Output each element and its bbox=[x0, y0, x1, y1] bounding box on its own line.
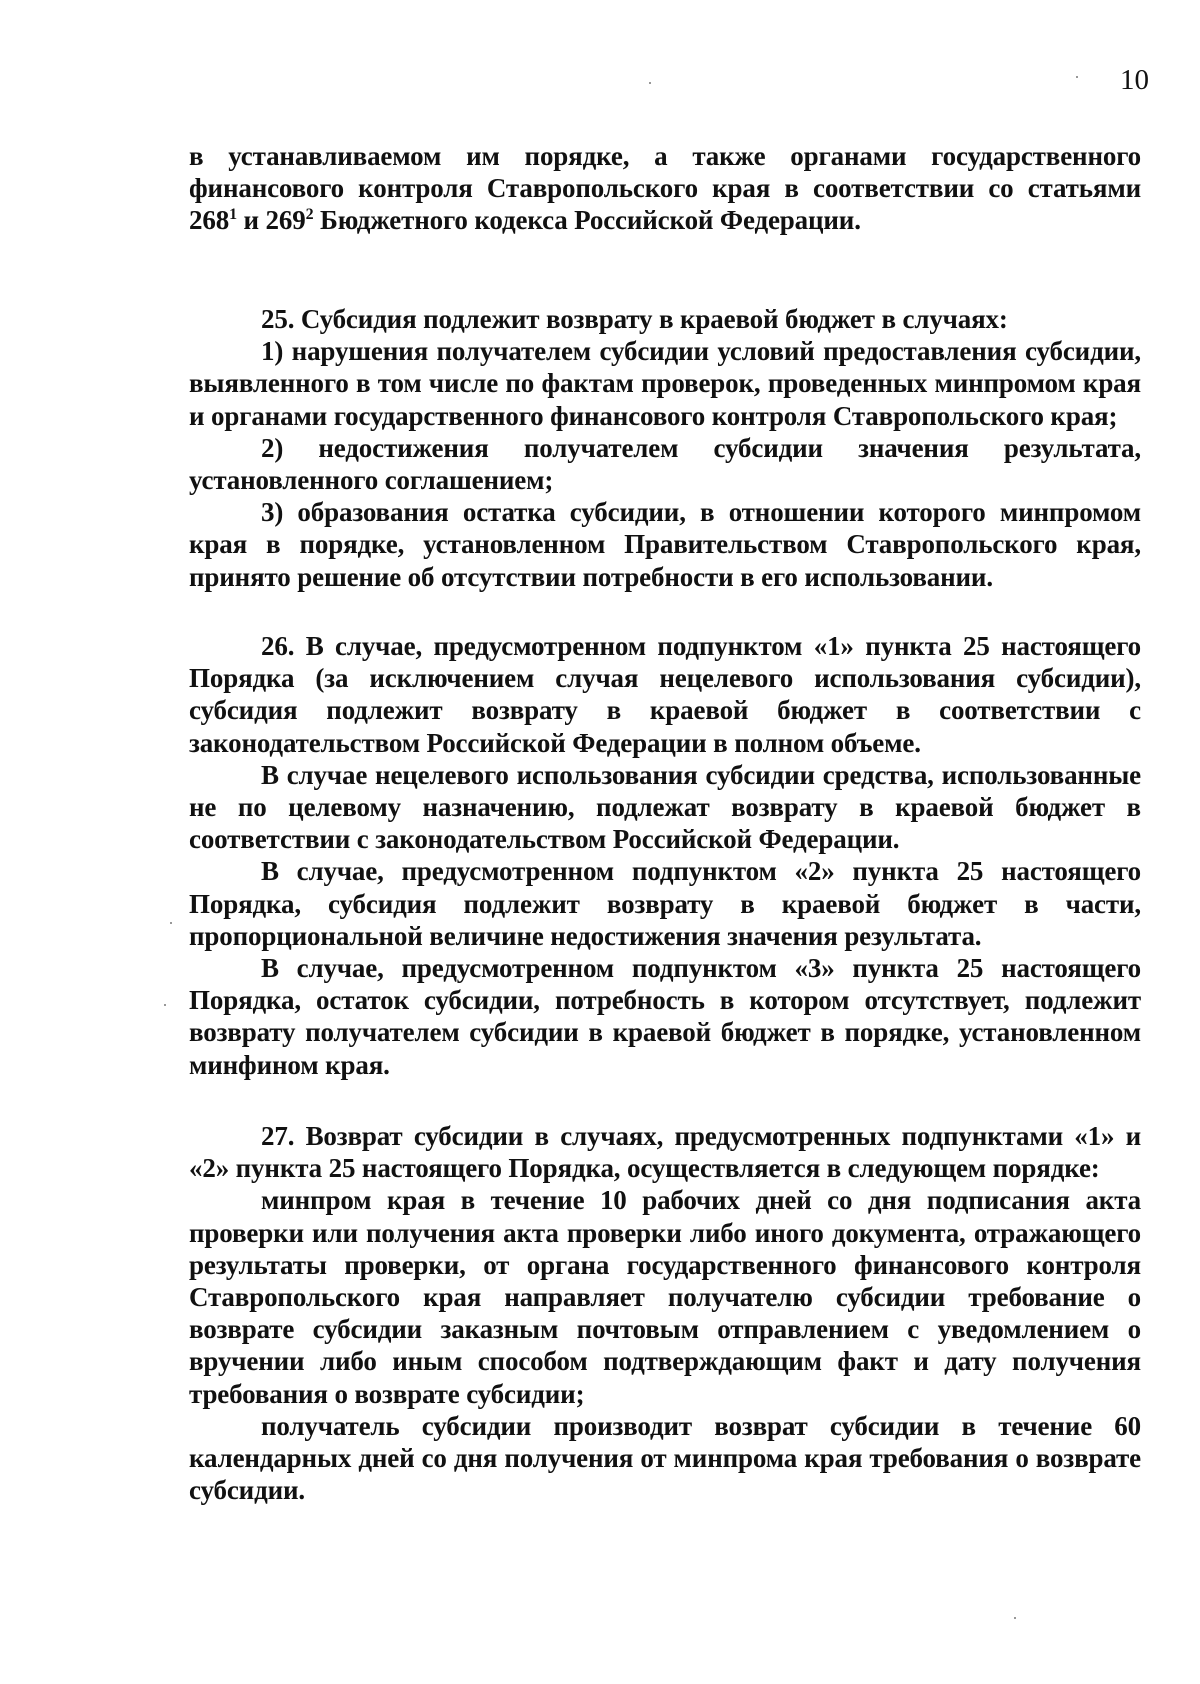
intro-block bbox=[189, 140, 1141, 237]
scan-speck bbox=[649, 82, 651, 84]
page-number: 10 bbox=[1120, 64, 1149, 96]
intro-text-part1: в устанавливаемом им порядке, а также органами государственного финансового контроля Ставропольского края в соответствии со статьями 268 bbox=[189, 141, 1141, 236]
section-25-heading: 25. Субсидия подлежит возврату в краевой бюджет в случаях: bbox=[261, 304, 1008, 334]
intro-paragraph bbox=[189, 140, 1141, 237]
section-26 bbox=[189, 630, 1141, 1081]
superscript-1: 1 bbox=[229, 206, 237, 224]
scan-speck bbox=[1076, 76, 1078, 78]
section-27-paragraph-2: минпром края в течение 10 рабочих дней со дня подписания акта проверки или получения акта проверки либо иного документа, отражающего результаты проверки, от органа государственного финансового контроля Ставропольского края направляет получателю субсидии требование о возврате субсидии заказным почтовым отправлением с уведомлением о вручении либо иным способом подтверждающим факт и дату получения требования о возврате субсидии; bbox=[189, 1185, 1141, 1409]
section-26-paragraph-1: 26. В случае, предусмотренном подпунктом «1» пункта 25 настоящего Порядка (за исключением случая нецелевого использования субсидии), субсидия подлежит возврату в краевой бюджет в соответствии с законодательством Российской Федерации в полном объеме. bbox=[189, 631, 1141, 758]
section-27 bbox=[189, 1120, 1141, 1506]
section-27-paragraph-1: 27. Возврат субсидии в случаях, предусмотренных подпунктами «1» и «2» пункта 25 настоящего Порядка, осуществляется в следующем порядке: bbox=[189, 1121, 1141, 1184]
section-27-paragraph-3: получатель субсидии производит возврат субсидии в течение 60 календарных дней со дня получения от минпрома края требования о возврате субсидии. bbox=[189, 1410, 1141, 1506]
superscript-2: 2 bbox=[305, 206, 314, 224]
intro-text-part3: Бюджетного кодекса Российской Федерации. bbox=[313, 205, 861, 236]
section-25 bbox=[189, 303, 1141, 593]
section-26-paragraph-2: В случае нецелевого использования субсидии средства, использованные не по целевому назначению, подлежат возврату в краевой бюджет в соответствии с законодательством Российской Федерации. bbox=[189, 759, 1141, 855]
scan-speck bbox=[170, 922, 172, 924]
section-25-item-3: 3) образования остатка субсидии, в отношении которого минпромом края в порядке, установленном Правительством Ставропольского края, принято решение об отсутствии потребности в его использовании. bbox=[189, 497, 1141, 592]
section-25-item-1: 1) нарушения получателем субсидии условий предоставления субсидии, выявленного в том числе по фактам проверок, проведенных минпромом края и органами государственного финансового контроля Ставропольского края; bbox=[189, 336, 1141, 431]
intro-text-part2: и 269 bbox=[236, 205, 306, 236]
section-25-item-2: 2) недостижения получателем субсидии значения результата, установленного соглашением; bbox=[189, 432, 1141, 496]
scan-speck bbox=[164, 1004, 166, 1006]
section-26-paragraph-3: В случае, предусмотренном подпунктом «2» пункта 25 настоящего Порядка, субсидия подлежит возврату в краевой бюджет в части, пропорциональной величине недостижения значения результата. bbox=[189, 856, 1141, 951]
section-26-paragraph-4: В случае, предусмотренном подпунктом «3» пункта 25 настоящего Порядка, остаток субсидии, потребность в котором отсутствует, подлежит возврату получателем субсидии в краевой бюджет в порядке, установленном минфином края. bbox=[189, 953, 1141, 1080]
scan-speck bbox=[1014, 1617, 1016, 1619]
